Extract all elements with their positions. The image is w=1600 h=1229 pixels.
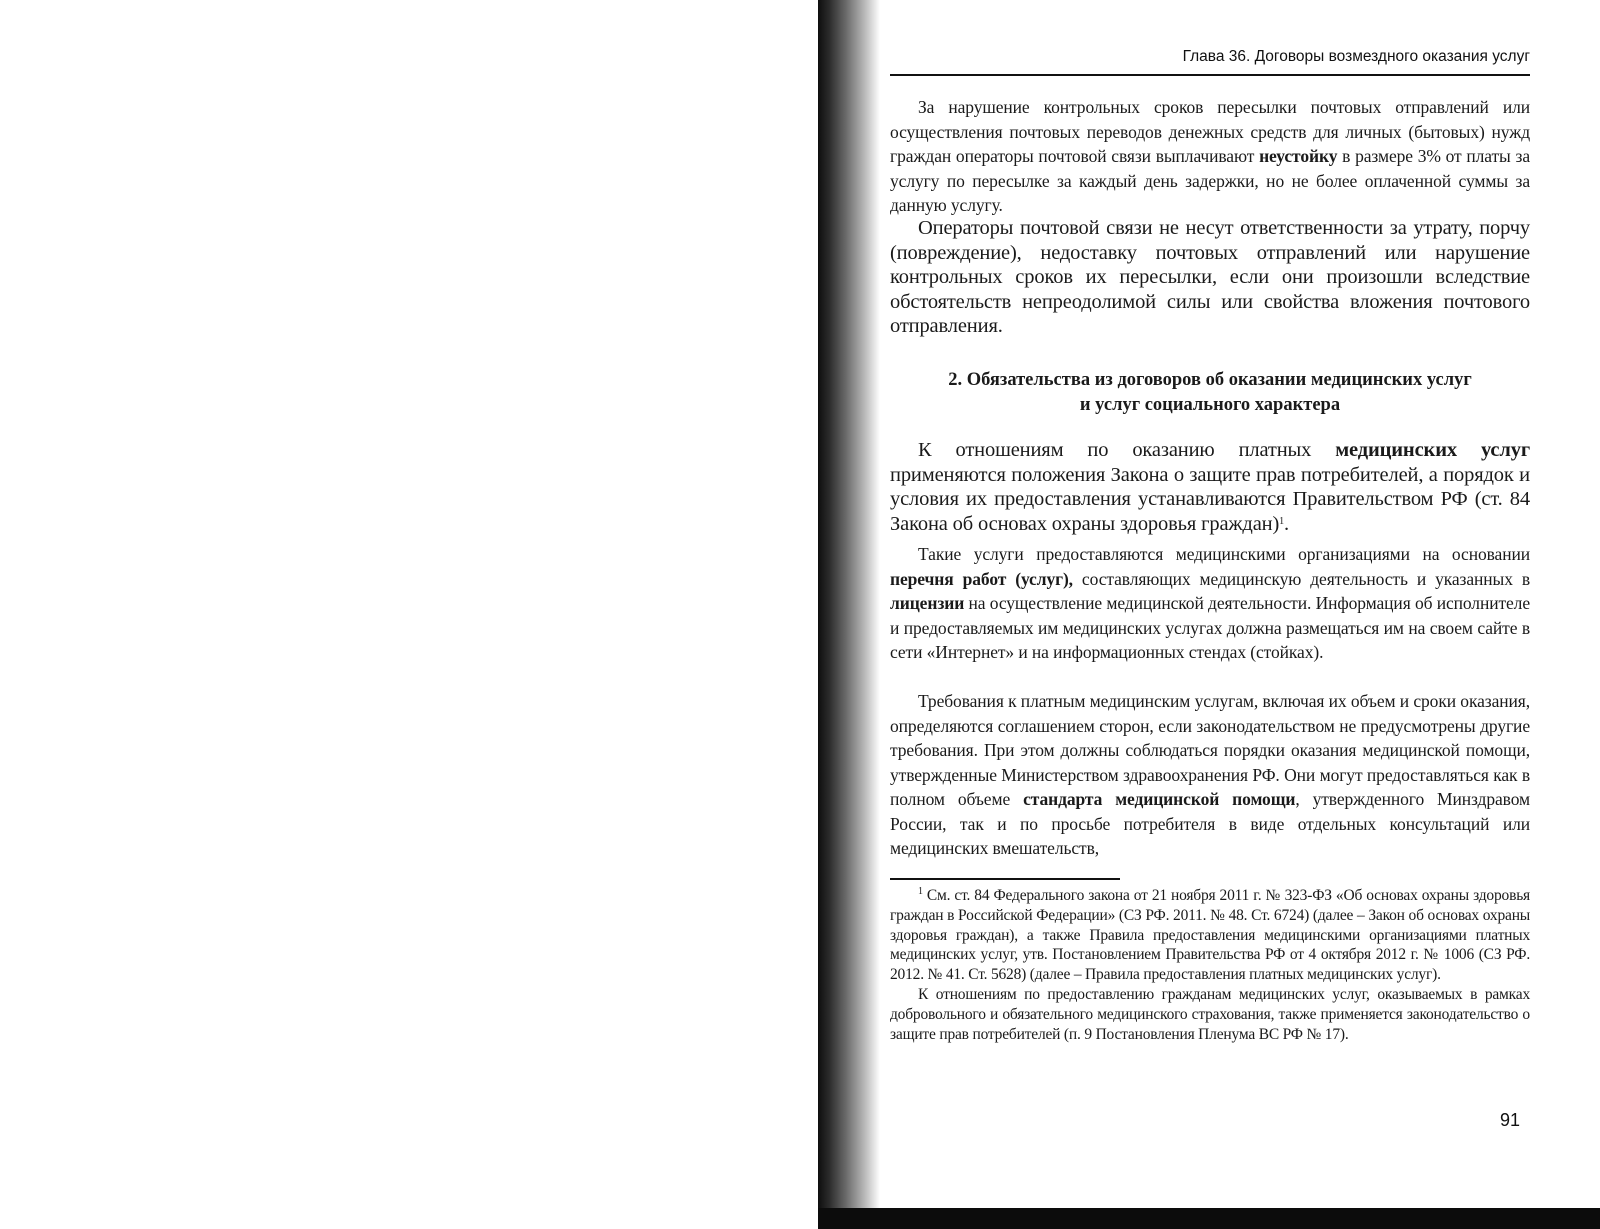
text: применяются положения Закона о защите прав потребителей, а порядок и условия их предоставления устанавливаются Правительством РФ (ст. 84 Закона об основах охраны здоровья граждан): [890, 463, 1530, 535]
paragraph-license: [890, 542, 1530, 665]
running-header: Глава 36. Договоры возмездного оказания услуг: [890, 44, 1530, 76]
text: .: [1284, 512, 1289, 535]
paragraph-requirements: [890, 689, 1530, 861]
section-heading-line2: и услуг социального характера: [1079, 395, 1341, 415]
paragraph-postal-liability: [890, 216, 1530, 339]
bold-term-works-list: перечня работ (услуг),: [890, 568, 1073, 589]
text: составляющих медицинскую деятельность и указанных в: [1072, 568, 1530, 589]
bold-term-standard: стандарта медицинской помощи: [1023, 789, 1296, 809]
bold-term-penalty: неустойку: [1259, 146, 1338, 166]
book-gutter-shadow: [818, 0, 880, 1229]
page-number: 91: [1499, 1110, 1520, 1130]
text: За нарушение контрольных сроков пересылки почтовых отправлений или осуществления почтовых переводов денежных средств для личных (бытовых) нужд граждан операторы почтовой связи выплачивают: [890, 97, 1530, 166]
bold-term-medical-services: медицинских услуг: [1335, 439, 1530, 461]
book-page: [890, 0, 1530, 1200]
footnote-separator: [890, 878, 1120, 880]
text: Требования к платным медицинским услугам, включая их объем и сроки оказания, определяются соглашением сторон, если законодательством не предусмотрены другие требования. При этом должны соблюдаться порядки оказания медицинской помощи, утвержденные Министерством здравоохранения РФ. Они могут предоставляться как в полном объеме: [890, 691, 1530, 809]
text: в размере 3% от платы за услугу по пересылке за каждый день задержки, но не более оплаченной суммы за данную услугу.: [890, 146, 1530, 215]
paragraph-postal-penalty: [890, 95, 1530, 218]
paragraph-medical-services: [890, 438, 1530, 536]
text: К отношениям по оказанию платных: [918, 439, 1336, 461]
footnote: [890, 886, 1530, 1044]
footnote-text: См. ст. 84 Федерального закона от 21 ноября 2011 г. № 323-ФЗ «Об основах охраны здоровья граждан в Российской Федерации» (СЗ РФ. 2011. № 48. Ст. 6724) (далее – Закон об основах охраны здоровья граждан), а также Правила предоставления медицинскими организациями платных медицинских услуг, утв. Постановлением Правительства РФ от 4 октября 2012 г. № 1006 (СЗ РФ. 2012. № 41. Ст. 5628) (далее – Правила предоставления платных медицинских услуг).: [890, 887, 1530, 984]
footnote-text-2: К отношениям по предоставлению гражданам медицинских услуг, оказываемых в рамках добровольного и обязательного медицинского страхования, также применяется законодательство о защите прав потребителей (п. 9 Постановления Пленума ВС РФ № 17).: [890, 985, 1530, 1043]
footnote-marker: 1: [918, 886, 923, 897]
scan-bottom-edge: [818, 1208, 1600, 1229]
bold-term-license: лицензии: [890, 593, 965, 613]
footnote-reference[interactable]: 1: [1279, 515, 1285, 527]
text: Такие услуги предоставляются медицинскими организациями на основании: [918, 544, 1530, 564]
section-heading-line1: 2. Обязательства из договоров об оказании медицинских услуг: [948, 370, 1472, 390]
section-heading: [890, 368, 1530, 418]
text: , утвержденного Минздравом России, так и по просьбе потребителя в виде отдельных консультаций или медицинских вмешательств,: [890, 789, 1531, 858]
text: Операторы почтовой связи не несут ответственности за утрату, порчу (повреждение), недоставку почтовых отправлений или нарушение контрольных сроков их пересылки, если они произошли вследствие обстоятельств непреодолимой силы или свойства вложения почтового отправления.: [890, 217, 1530, 337]
text: на осуществление медицинской деятельности. Информация об исполнителе и предоставляемых им медицинских услугах должна размещаться им на своем сайте в сети «Интернет» и на информационных стендах (стойках).: [890, 593, 1530, 662]
